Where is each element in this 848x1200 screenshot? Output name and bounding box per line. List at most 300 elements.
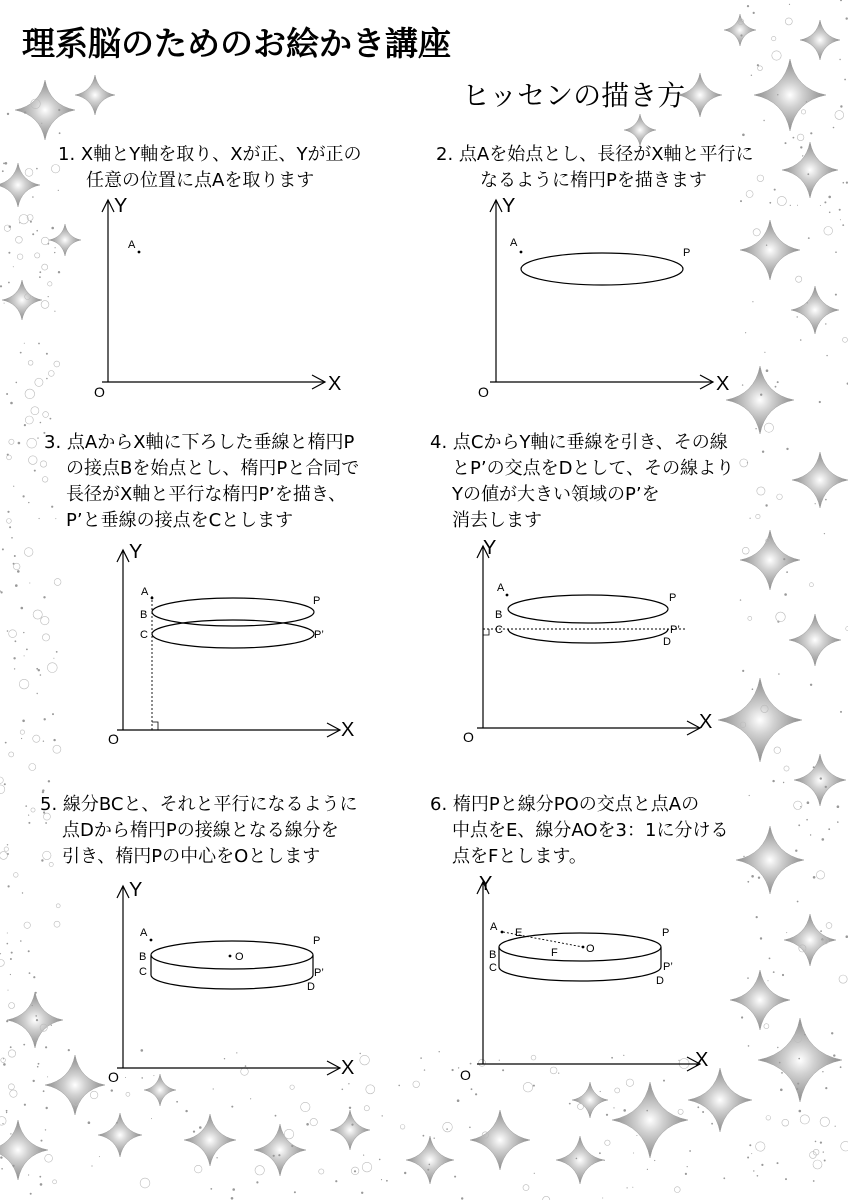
sparkle-dot: [379, 1159, 381, 1161]
sparkle-dot: [740, 34, 742, 36]
sparkle-dot: [747, 881, 749, 883]
sparkle-dot: [824, 227, 833, 236]
origin-label: O: [108, 1069, 119, 1085]
sparkle-dot: [604, 1160, 605, 1161]
ellipse-p-prime-label: P’: [314, 967, 324, 979]
sparkle-dot: [41, 616, 49, 624]
sparkle-star: [184, 1114, 236, 1166]
sparkle-dot: [578, 1104, 584, 1110]
sparkle-dot: [4, 783, 6, 785]
sparkle-dot: [42, 634, 49, 641]
sparkle-dot: [22, 720, 25, 723]
sparkle-dot: [636, 1135, 637, 1136]
sparkle-dot: [53, 745, 61, 753]
sparkle-dot: [773, 971, 775, 973]
sparkle-dot: [32, 196, 34, 198]
sparkle-dot: [68, 1049, 70, 1051]
sparkle-dot: [785, 18, 792, 25]
sparkle-dot: [33, 976, 35, 978]
sparkle-dot: [33, 1080, 35, 1082]
sparkle-dot: [5, 162, 8, 165]
sparkle-dot: [800, 806, 801, 807]
sparkle-dot: [48, 780, 50, 782]
sparkle-dot: [210, 1188, 212, 1190]
sparkle-dot: [569, 1103, 571, 1105]
sparkle-dot: [1, 591, 3, 593]
sparkle-dot: [275, 1115, 277, 1117]
sparkle-dot: [30, 221, 32, 223]
sparkle-dot: [14, 873, 19, 878]
step-4-text: 4. 点CからY軸に垂線を引き、その線 とP’の交点をDとして、その線より Yの値が大きい領域のP’を 消去します: [430, 432, 735, 531]
sparkle-dot: [743, 856, 744, 857]
ellipse-p: [521, 253, 683, 285]
sparkle-dot: [25, 416, 33, 424]
sparkle-dot: [750, 518, 751, 519]
sparkle-star: [556, 1136, 604, 1184]
sparkle-dot: [176, 1101, 178, 1103]
sparkle-star: [330, 1110, 370, 1150]
sparkle-dot: [7, 943, 9, 945]
sparkle-star: [730, 970, 790, 1030]
sparkle-dot: [534, 1173, 535, 1174]
sparkle-dot: [31, 808, 35, 812]
sparkle-dot: [54, 252, 55, 253]
sparkle-dot: [12, 1165, 14, 1167]
sparkle-star: [0, 163, 40, 207]
axis-y-label: Y: [129, 879, 143, 901]
sparkle-dot: [10, 1090, 17, 1097]
sparkle-dot: [13, 266, 14, 267]
sparkle-dot: [752, 301, 753, 302]
point-a-label: A: [141, 586, 149, 598]
sparkle-dot: [843, 182, 845, 184]
sparkle-star: [791, 286, 839, 334]
sparkle-dot: [51, 1025, 52, 1026]
center-o-label: O: [235, 951, 244, 963]
sparkle-dot: [8, 282, 10, 284]
sparkle-dot: [756, 514, 760, 518]
sparkle-dot: [27, 438, 37, 448]
sparkle-dot: [45, 1154, 53, 1162]
sparkle-dot: [766, 369, 769, 372]
step-2-text: 2. 点Aを始点とし、長径がX軸と平行に なるように楕円Pを描きます: [436, 144, 754, 191]
sparkle-dot: [9, 1003, 15, 1009]
sparkle-dot: [840, 711, 842, 713]
sparkle-dot: [7, 844, 8, 845]
sparkle-dot: [756, 1142, 765, 1151]
sparkle-dot: [43, 741, 44, 742]
point-b-label: B: [140, 609, 148, 621]
sparkle-dot: [2, 1123, 3, 1124]
point-b-label: B: [489, 949, 497, 961]
point-f-label: F: [551, 947, 558, 959]
sparkle-dot: [761, 1164, 763, 1166]
sparkle-dot: [58, 271, 60, 273]
sparkle-dot: [0, 852, 7, 860]
sparkle-dot: [2, 170, 4, 172]
sparkle-dot: [48, 371, 54, 377]
sparkle-dot: [602, 1198, 603, 1199]
sparkle-dot: [6, 1110, 8, 1112]
sparkle-star: [740, 530, 800, 590]
sparkle-dot: [758, 66, 763, 71]
point-a: [138, 251, 141, 254]
sparkle-dot: [751, 1153, 752, 1154]
sparkle-dot: [751, 875, 754, 878]
sparkle-dot: [808, 237, 810, 239]
sparkle-dot: [151, 1118, 152, 1119]
sparkle-dot: [32, 233, 34, 235]
sparkle-dot: [3, 1058, 4, 1059]
axis-y-label: Y: [114, 195, 128, 217]
sparkle-dot: [0, 960, 4, 967]
sparkle-dot: [798, 824, 800, 826]
sparkle-dot: [753, 12, 755, 14]
sparkle-dot: [301, 1102, 310, 1111]
sparkle-dot: [28, 360, 33, 365]
ellipse-p-prime: [152, 620, 314, 648]
sparkle-dot: [6, 1112, 7, 1113]
sparkle-dot: [9, 630, 17, 638]
sparkle-dot: [429, 1164, 431, 1166]
sparkle-dot: [751, 75, 752, 76]
sparkle-dot: [647, 1169, 648, 1170]
ellipse-p-prime-lower: [499, 967, 661, 981]
sparkle-dot: [748, 616, 752, 620]
sparkle-dot: [35, 992, 37, 994]
center-o-label: O: [586, 943, 595, 955]
sparkle-dot: [820, 1142, 822, 1144]
sparkle-dot: [826, 923, 832, 929]
sparkle-star: [15, 80, 75, 140]
sparkle-dot: [15, 640, 17, 642]
origin-label: O: [94, 384, 105, 400]
sparkle-dot: [10, 402, 13, 405]
page-title: 理系脳のためのお絵かき講座: [22, 24, 451, 63]
sparkle-dot: [55, 247, 56, 248]
point-d-label: D: [663, 636, 671, 648]
sparkle-dot: [523, 1185, 529, 1191]
sparkle-dot: [785, 142, 787, 144]
sparkle-dot: [8, 990, 9, 991]
sparkle-dot: [54, 311, 55, 312]
sparkle-dot: [31, 407, 39, 415]
sparkle-dot: [606, 1114, 608, 1116]
sparkle-dot: [6, 1020, 8, 1022]
sparkle-dot: [7, 933, 8, 934]
sparkle-dot: [37, 693, 38, 694]
sparkle-dot: [30, 1193, 32, 1195]
sparkle-dot: [674, 1187, 680, 1193]
sparkle-dot: [36, 668, 38, 670]
sparkle-dot: [816, 871, 824, 879]
point-c-label: C: [139, 966, 147, 978]
sparkle-dot: [140, 1178, 150, 1188]
sparkle-dot: [43, 1090, 45, 1092]
sparkle-dot: [29, 583, 30, 584]
sparkle-dot: [398, 1085, 400, 1087]
sparkle-dot: [364, 1106, 369, 1111]
sparkle-star: [7, 992, 63, 1048]
ellipse-p-prime-label: P’: [663, 961, 673, 973]
sparkle-dot: [633, 1153, 634, 1154]
sparkle-dot: [41, 237, 49, 245]
point-a-label: A: [490, 921, 498, 933]
sparkle-dot: [777, 381, 779, 383]
sparkle-dot: [824, 1160, 826, 1162]
sparkle-dot: [19, 215, 28, 224]
sparkle-dot: [780, 1089, 783, 1092]
sparkle-dot: [255, 1166, 264, 1175]
sparkle-dot: [319, 1169, 324, 1174]
axis-x-label: X: [716, 373, 730, 395]
sparkle-dot: [9, 226, 11, 228]
sparkle-dot: [32, 1005, 33, 1006]
sparkle-dot: [790, 205, 791, 206]
sparkle-dot: [820, 930, 822, 932]
sparkle-dot: [757, 64, 759, 66]
sparkle-dot: [839, 975, 847, 983]
sparkle-star: [740, 220, 800, 280]
sparkle-dot: [29, 764, 36, 771]
sparkle-dot: [232, 1188, 235, 1191]
sparkle-star: [406, 1136, 454, 1184]
sparkle-dot: [825, 1087, 827, 1089]
sparkle-dot: [22, 892, 23, 893]
sparkle-dot: [335, 1180, 337, 1182]
sparkle-dot: [747, 5, 749, 7]
sparkle-dot: [25, 389, 35, 399]
sparkle-dot: [38, 669, 40, 671]
sparkle-dot: [54, 579, 61, 586]
sparkle-dot: [40, 422, 42, 424]
sparkle-dot: [41, 123, 42, 124]
axis-x-label: X: [341, 1057, 355, 1079]
sparkle-dot: [5, 742, 7, 744]
sparkle-dot: [17, 570, 20, 573]
sparkle-dot: [42, 264, 48, 270]
sparkle-dot: [15, 382, 17, 384]
sparkle-dot: [21, 607, 24, 610]
axis-x-label: X: [699, 711, 713, 733]
sparkle-dot: [777, 1047, 778, 1048]
sparkle-dot: [765, 504, 767, 506]
sparkle-dot: [747, 462, 748, 463]
sparkle-dot: [831, 1032, 833, 1034]
ellipse-p-label: P: [313, 595, 321, 607]
axis-x-label: X: [695, 1049, 709, 1071]
sparkle-dot: [0, 777, 3, 783]
sparkle-star: [2, 280, 42, 320]
sparkle-dot: [386, 1180, 388, 1182]
point-a: [506, 594, 509, 597]
sparkle-dot: [797, 205, 798, 206]
sparkle-dot: [13, 563, 20, 570]
sparkle-dot: [54, 921, 60, 927]
sparkle-dot: [772, 51, 781, 60]
sparkle-dot: [231, 1106, 233, 1108]
point-a-label: A: [497, 582, 505, 594]
sparkle-dot: [799, 1110, 802, 1113]
sparkle-dot: [742, 547, 749, 554]
sparkle-dot: [51, 227, 54, 230]
sparkle-star: [794, 754, 846, 806]
axis-y-label: Y: [129, 541, 143, 563]
sparkle-dot: [796, 1088, 798, 1090]
sparkle-dot: [711, 1123, 713, 1125]
sparkle-dot: [833, 1054, 835, 1056]
sparkle-dot: [24, 922, 30, 928]
point-c-label: C: [495, 624, 503, 636]
sparkle-dot: [839, 59, 840, 60]
sparkle-dot: [39, 518, 40, 519]
sparkle-dot: [28, 1174, 29, 1175]
sparkle-dot: [758, 877, 760, 879]
sparkle-dot: [820, 205, 821, 206]
sparkle-dot: [7, 455, 12, 460]
sparkle-dot: [11, 952, 13, 954]
sparkle-dot: [11, 537, 13, 539]
sparkle-dot: [33, 735, 40, 742]
sparkle-dot: [0, 285, 2, 287]
sparkle-dot: [41, 301, 49, 309]
sparkle-dot: [6, 519, 11, 524]
point-a: [520, 251, 523, 254]
sparkle-dot: [741, 1016, 743, 1018]
step-6-text: 6. 楕円Pと線分POの交点と点Aの 中点をE、線分AOを3：1に分ける 点をFとします。: [430, 794, 729, 867]
sparkle-dot: [44, 718, 46, 720]
sparkle-dot: [24, 343, 25, 344]
diagram-step-5: [95, 878, 375, 1093]
sparkle-dot: [53, 739, 55, 741]
sparkle-dot: [29, 456, 38, 465]
sparkle-dot: [13, 657, 15, 659]
sparkle-dot: [24, 1104, 26, 1106]
sparkle-dot: [278, 1154, 280, 1156]
sparkle-dot: [363, 1155, 364, 1156]
sparkle-dot: [757, 487, 765, 495]
sparkle-dot: [56, 651, 58, 653]
sparkle-dot: [823, 1151, 824, 1152]
sparkle-dot: [782, 1119, 789, 1126]
sparkle-dot: [382, 1115, 383, 1116]
sparkle-dot: [8, 1050, 15, 1057]
sparkle-dot: [256, 1181, 258, 1183]
sparkle-dot: [810, 834, 811, 835]
sparkle-dot: [806, 101, 807, 102]
sparkle-dot: [4, 847, 8, 851]
sparkle-dot: [15, 584, 18, 587]
sparkle-dot: [24, 548, 33, 557]
sparkle-dot: [56, 904, 60, 908]
sparkle-dot: [0, 590, 1, 592]
sparkle-dot: [793, 137, 795, 139]
sparkle-dot: [766, 245, 767, 246]
sparkle-dot: [775, 386, 777, 388]
sparkle-dot: [0, 1156, 2, 1158]
sparkle-dot: [362, 1162, 372, 1172]
sparkle-dot: [185, 1110, 187, 1112]
sparkle-dot: [762, 451, 764, 453]
sparkle-dot: [835, 294, 837, 296]
sparkle-dot: [8, 885, 10, 887]
sparkle-dot: [8, 1084, 14, 1090]
step-5-text: 5. 線分BCと、それと平行になるように 点Dから楕円Pの接線となる線分を 引き、楕円Pの中心をOとします: [40, 794, 358, 867]
sparkle-dot: [45, 1129, 46, 1130]
sparkle-dot: [748, 1045, 750, 1047]
sparkle-dot: [39, 271, 41, 273]
sparkle-dot: [88, 1121, 91, 1124]
sparkle-dot: [678, 1109, 683, 1114]
sparkle-dot: [826, 355, 827, 356]
sparkle-dot: [824, 201, 826, 203]
sparkle-dot: [769, 202, 771, 204]
sparkle-dot: [231, 1197, 234, 1200]
sparkle-dot: [769, 958, 771, 960]
sparkle-dot: [800, 146, 802, 148]
sparkle-dot: [294, 1191, 296, 1193]
sparkle-dot: [815, 1141, 817, 1143]
sparkle-dot: [794, 801, 802, 809]
sparkle-dot: [54, 361, 60, 367]
sparkle-dot: [19, 679, 29, 689]
sparkle-dot: [740, 459, 748, 467]
sparkle-dot: [34, 470, 36, 472]
sparkle-dot: [689, 1150, 691, 1152]
sparkle-dot: [24, 424, 26, 426]
point-c-label: C: [489, 962, 497, 974]
sparkle-dot: [784, 766, 789, 771]
sparkle-dot: [475, 1093, 477, 1095]
sparkle-dot: [116, 1122, 118, 1124]
sparkle-dot: [17, 254, 23, 260]
point-a-label: A: [128, 239, 136, 251]
sparkle-dot: [766, 1116, 771, 1121]
sparkle-dot: [796, 276, 802, 282]
sparkle-dot: [623, 1109, 626, 1112]
sparkle-star: [612, 1082, 688, 1158]
sparkle-dot: [749, 795, 750, 796]
sparkle-dot: [21, 738, 22, 739]
sparkle-dot: [843, 337, 848, 342]
axis-y-label: Y: [479, 873, 493, 895]
sparkle-dot: [824, 533, 825, 534]
point-d-label: D: [656, 975, 664, 987]
sparkle-dot: [777, 196, 786, 205]
origin-label: O: [478, 384, 489, 400]
sparkle-dot: [822, 838, 825, 841]
ellipse-p-prime-lower: [508, 629, 668, 643]
sparkle-dot: [37, 437, 38, 438]
sparkle-dot: [1, 1168, 3, 1170]
sparkle-dot: [795, 850, 797, 852]
diagram-step-2: [468, 190, 748, 405]
sparkle-dot: [776, 612, 786, 622]
sparkle-dot: [47, 663, 57, 673]
sparkle-dot: [768, 980, 769, 981]
sparkle-dot: [779, 1062, 781, 1064]
sparkle-dot: [7, 511, 9, 513]
ellipse-p-label: P: [662, 927, 670, 939]
sparkle-dot: [822, 1071, 823, 1072]
sparkle-dot: [28, 502, 29, 503]
sparkle-dot: [576, 1158, 578, 1160]
sparkle-dot: [685, 1173, 687, 1175]
sparkle-star: [754, 59, 826, 131]
sparkle-dot: [41, 1140, 43, 1142]
sparkle-dot: [28, 815, 29, 816]
sparkle-dot: [9, 439, 14, 444]
